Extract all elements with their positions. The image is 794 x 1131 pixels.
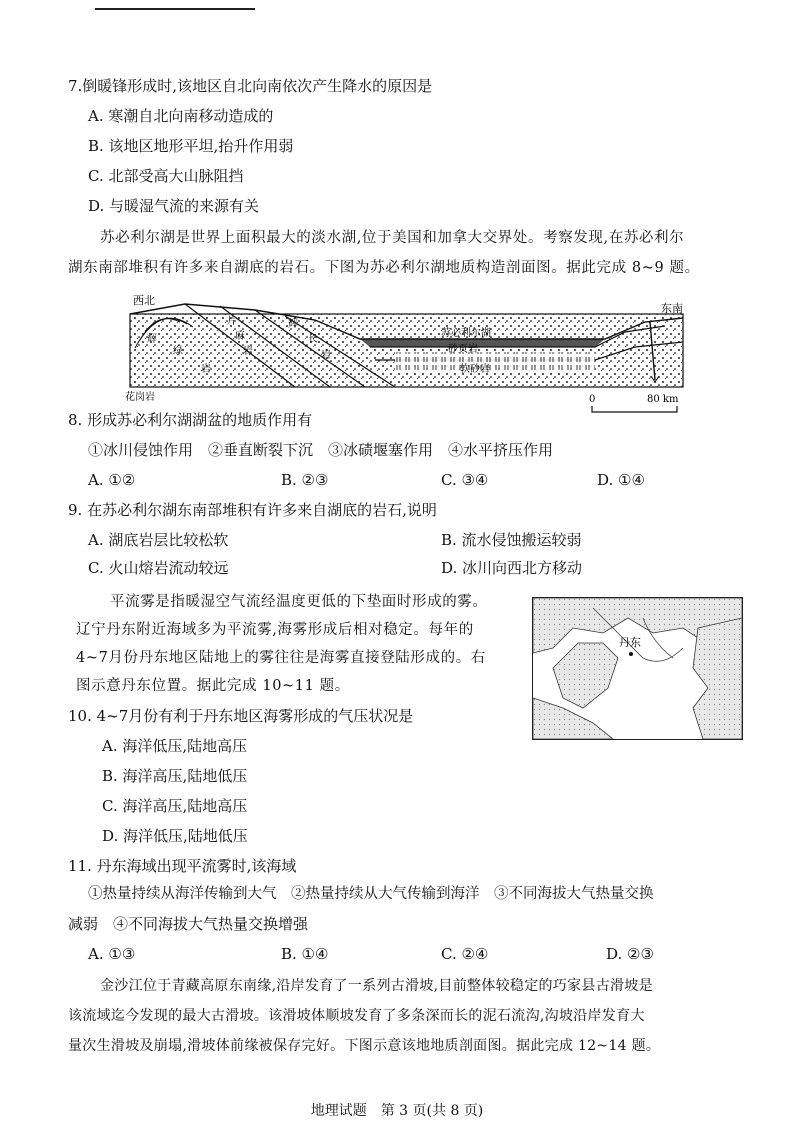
korean-peninsula [693,618,742,739]
passage2-line3: 4~7月份丹东地区陆地上的雾往往是海雾直接登陆形成的。右 [76,650,486,666]
q7-option-b: B. 该地区地形平坦,抬升作用弱 [88,137,294,155]
rock-label-9: 岩 [321,350,331,361]
q11-option-b: B. ①④ [281,945,329,963]
q11-option-d: D. ②③ [606,945,654,963]
passage2-line2: 辽宁丹东附近海域多为平流雾,海雾形成后相对稳定。每年的 [76,622,474,638]
scale-bar [592,406,677,412]
shandong-land [533,698,613,739]
rock-label-8: 长 [308,334,318,345]
q8-option-a: A. ①② [88,471,136,489]
passage2-line1: 平流雾是指暖湿空气流经温度更低的下垫面时形成的雾。 [110,594,488,610]
q7-option-a: A. 寒潮自北向南移动造成的 [88,107,274,125]
passage1-line1: 苏必利尔湖是世界上面积最大的淡水湖,位于美国和加拿大交界处。考察发现,在苏必利尔 [100,230,685,246]
rock-label-2: 绿 [173,346,183,357]
q9-option-a: A. 湖底岩层比较松软 [88,531,229,549]
q10-stem: 10. 4~7月份有利于丹东地区海雾形成的气压状况是 [68,707,414,725]
q7-stem: 7.倒暖锋形成时,该地区自北向南依次产生降水的原因是 [68,77,433,95]
q10-option-d: D. 海洋低压,陆地低压 [102,827,248,845]
liaodong-peninsula [553,643,618,708]
q8-items: ①冰川侵蚀作用 ②垂直断裂下沉 ③冰碛堰塞作用 ④水平挤压作用 [88,441,554,459]
q11-option-a: A. ①③ [88,945,136,963]
shale-label: 砂页岩 [448,344,478,355]
q11-option-c: C. ②④ [441,945,489,963]
q11-stem: 11. 丹东海域出现平流雾时,该海域 [68,857,297,875]
q11-items-line1: ①热量持续从海洋传输到大气 ②热量持续从大气传输到海洋 ③不同海拔大气热量交换 [88,886,654,902]
q8-option-c: C. ③④ [441,471,489,489]
rock-label-5: 麻 [235,331,245,342]
geologic-cross-section [125,292,695,422]
passage2-line4: 图示意丹东位置。据此完成 10~11 题。 [76,678,350,694]
granite-label: 花岗岩 [125,392,155,403]
scale-end: 80 km [647,394,679,405]
q8-option-d: D. ①④ [597,471,645,489]
rock-label-1: 辉 [147,334,157,345]
q8-stem: 8. 形成苏必利尔湖湖盆的地质作用有 [68,411,313,429]
lake-label: 苏必利尔湖 [441,328,491,339]
q8-option-b: B. ②③ [281,471,329,489]
top-rule [95,8,255,10]
q10-option-a: A. 海洋低压,陆地高压 [102,737,248,755]
passage3-line3: 量次生滑坡及崩塌,滑坡体前缘被保存完好。下图示意该地地质剖面图。据此完成 12~14 题。 [68,1038,661,1054]
se-label: 东南 [661,302,683,315]
sandstone-label: 软砂岩 [460,364,490,375]
rock-label-3: 岩 [201,364,211,375]
scale-start: 0 [589,394,596,405]
q9-stem: 9. 在苏必利尔湖东南部堆积有许多来自湖底的岩石,说明 [68,501,437,519]
q10-option-c: C. 海洋高压,陆地高压 [102,797,248,815]
rock-label-6: 岩 [243,346,253,357]
page-footer: 地理试题 第 3 页(共 8 页) [310,1103,484,1119]
dandong-marker [629,652,633,656]
q10-option-b: B. 海洋高压,陆地低压 [102,767,248,785]
q9-option-d: D. 冰川向西北方移动 [441,559,583,577]
lake-water [360,339,605,347]
dandong-map [532,597,743,740]
rock-label-4: 片 [227,316,237,327]
passage3-line2: 该流域迄今发现的最大古滑坡。该滑坡体顺坡发育了多条深而长的泥石流沟,沟坡沿岸发育大 [68,1008,645,1024]
passage1-line2: 湖东南部堆积有许多来自湖底的岩石。下图为苏必利尔湖地质构造剖面图。据此完成 8~9 题。 [68,260,700,276]
q7-option-d: D. 与暖湿气流的来源有关 [88,197,260,215]
q9-option-b: B. 流水侵蚀搬运较弱 [441,531,582,549]
nw-label: 西北 [133,294,155,307]
rock-label-7: 辉 [288,319,298,330]
q11-items-line2: 减弱 ④不同海拔大气热量交换增强 [68,915,309,933]
q7-option-c: C. 北部受高大山脉阻挡 [88,167,244,185]
passage3-line1: 金沙江位于青藏高原东南缘,沿岸发育了一系列古滑坡,目前整体较稳定的巧家县古滑坡是 [100,978,653,994]
q9-option-c: C. 火山熔岩流动较远 [88,559,229,577]
dandong-label: 丹东 [619,636,641,649]
